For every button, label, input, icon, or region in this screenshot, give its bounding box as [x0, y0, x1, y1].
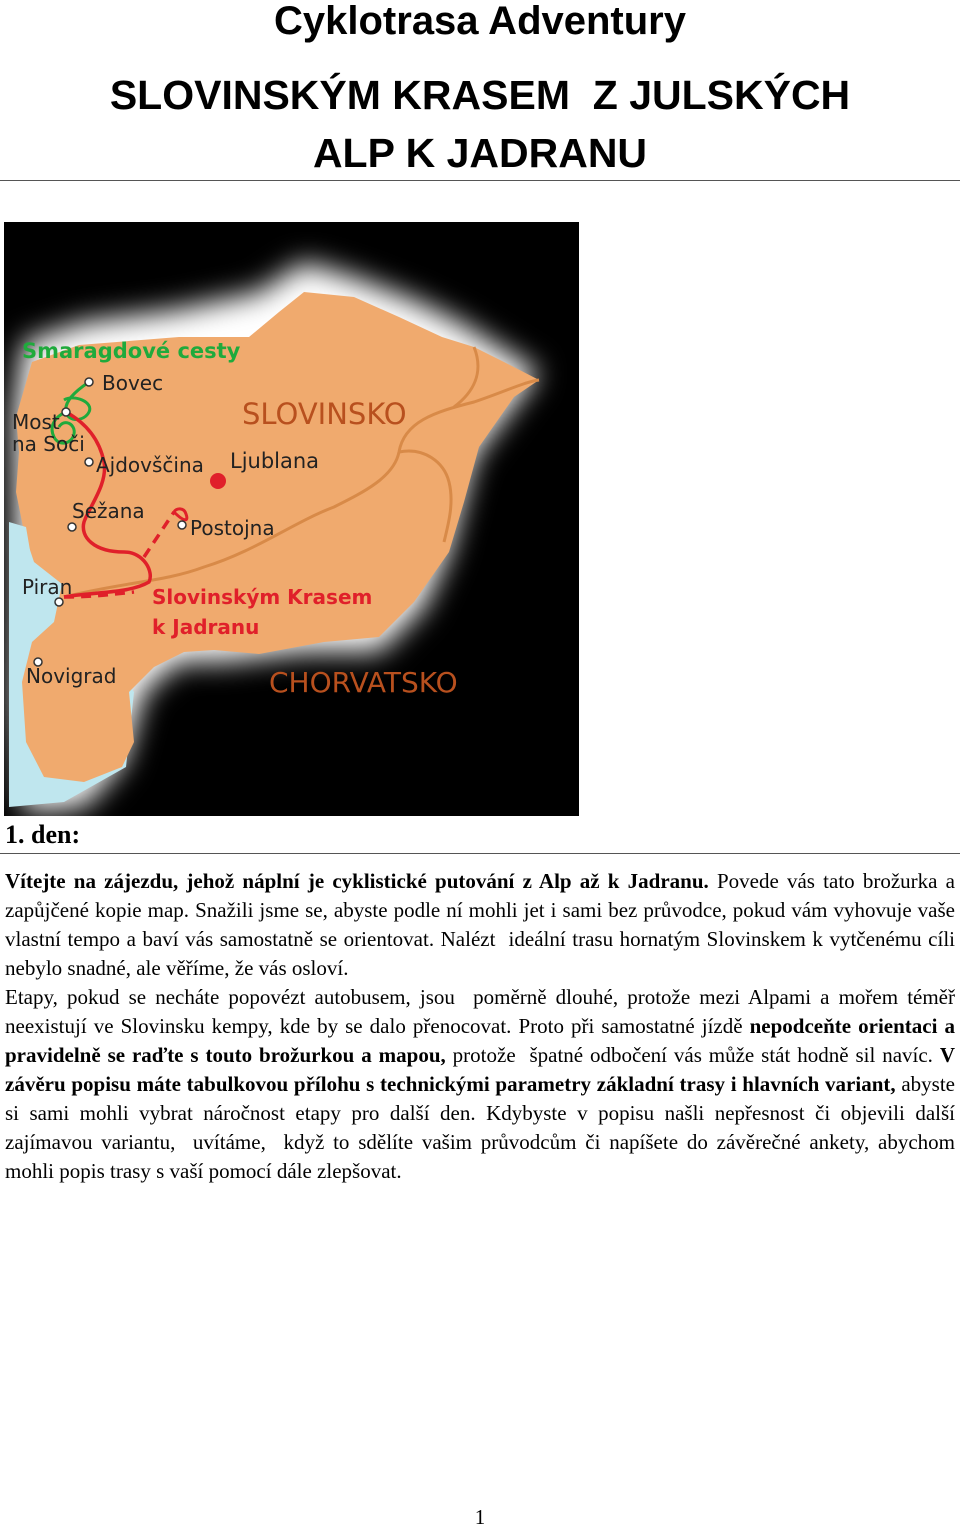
- header-divider: [0, 180, 960, 181]
- town-dot-most-na-soci: [62, 408, 70, 416]
- subtitle-line-1: SLOVINSKÝM KRASEM Z JULSKÝCH: [109, 72, 851, 118]
- country-label-slovinsko: SLOVINSKO: [242, 397, 407, 431]
- town-label-ljublana: Ljublana: [230, 449, 320, 473]
- town-label-na-soci: na Soči: [12, 432, 85, 456]
- stages-text-2: protože špatné odbočení vás může stát hodně sil navíc.: [445, 1043, 940, 1067]
- town-label-bovec: Bovec: [102, 371, 164, 395]
- subtitle-line-2: ALP K JADRANU: [312, 130, 648, 176]
- paragraph-stages: [5, 983, 960, 1186]
- document-title: Cyklotrasa Adventury: [274, 0, 686, 43]
- document-subtitle: [0, 66, 960, 182]
- town-label-novigrad: Novigrad: [26, 664, 117, 688]
- route-map-svg: [4, 222, 579, 816]
- capital-dot-ljublana: [210, 473, 226, 489]
- town-label-postojna: Postojna: [190, 516, 275, 540]
- stages-text-1: Etapy, pokud se necháte popovézt autobusem, jsou poměrně dlouhé, protože mezi Alpami a mořem téměř neexistují ve Slovinsku kempy, kde by se dalo přenocovat. Proto při samostatné jízdě: [5, 985, 960, 1038]
- town-dot-postojna: [178, 521, 186, 529]
- town-dot-piran: [55, 598, 63, 606]
- town-label-sezana: Sežana: [72, 499, 145, 523]
- town-label-piran: Piran: [22, 575, 73, 599]
- intro-text: [5, 867, 960, 1186]
- day-divider: [0, 853, 960, 854]
- stages-text-3: abyste si sami mohli vybrat náročnost etapy pro další den. Kdybyste v popisu našli nepřesnost či objevili další zajímavou variantu, uvítáme, když to sdělíte vašim průvodcům či napíšete do závěrečné ankety, abychom mohli popis trasy s vaší pomocí dále zlepšovat.: [5, 1072, 960, 1183]
- red-route-label-line2: k Jadranu: [152, 615, 260, 639]
- day-heading: 1. den:: [5, 820, 81, 849]
- town-label-most: Most: [12, 410, 60, 434]
- red-route-label-line1: Slovinským Krasem: [152, 585, 373, 609]
- map-land: [16, 292, 539, 782]
- paragraph-welcome: [5, 867, 960, 983]
- country-label-chorvatsko: CHORVATSKO: [269, 666, 458, 699]
- welcome-text: Povede vás tato brožurka a zapůjčené kopie map. Snažili jsme se, abyste podle ní mohli jet i sami bez průvodce, pokud vám vyhovuje vaše vlastní tempo a baví vás samostatně se orientovat. Nalézt ideální trasu hornatým Slovinskem k vytčenému cíli nebylo snadné, ale věříme, že vás osloví.: [5, 869, 960, 980]
- route-map: [4, 222, 579, 816]
- town-dot-ajdovscina: [85, 458, 93, 466]
- welcome-bold: Vítejte na zájezdu, jehož náplní je cyklistické putování z Alp až k Jadranu.: [5, 869, 709, 893]
- green-route-label: Smaragdové cesty: [22, 339, 241, 363]
- town-label-ajdovscina: Ajdovščina: [96, 453, 204, 477]
- town-dot-bovec: [85, 378, 93, 386]
- town-dot-sezana: [68, 523, 76, 531]
- stages-bold-1: nepodceňte orientaci a pravidelně se raďte s touto brožurkou a mapou,: [5, 1014, 955, 1067]
- stages-bold-2: V závěru popisu máte tabulkovou přílohu s technickými parametry základní trasy i hlavních variant,: [5, 1043, 955, 1096]
- page-number: 1: [474, 1505, 486, 1529]
